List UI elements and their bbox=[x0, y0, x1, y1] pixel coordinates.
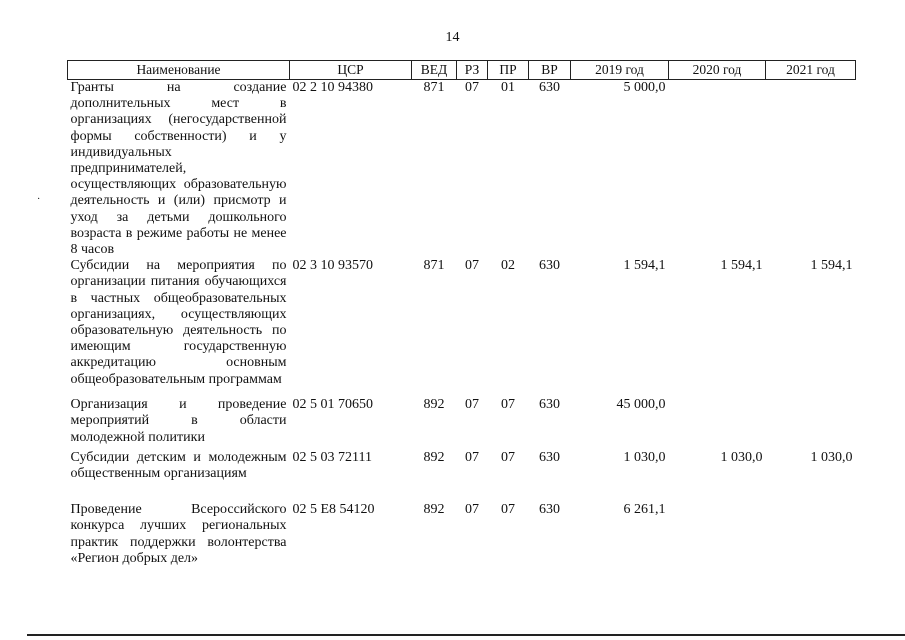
cell-name: Проведение Всероссийского конкурса лучших региональных практик поддержки волонтерства «Регион добрых дел» bbox=[70, 502, 287, 566]
cell-ved: 892 bbox=[423, 397, 445, 413]
header-pr: ПР bbox=[488, 61, 529, 80]
cell-2021 bbox=[766, 80, 856, 259]
scan-speck: · bbox=[37, 194, 41, 205]
cell-vr: 630 bbox=[539, 258, 560, 274]
table-row bbox=[68, 397, 856, 450]
header-2020: 2020 год bbox=[669, 61, 766, 80]
cell-rz: 07 bbox=[465, 450, 479, 466]
cell-vr: 630 bbox=[539, 502, 560, 518]
cell-name: Организация и проведение мероприятий в области молодежной политики bbox=[70, 397, 287, 445]
cell-name: Гранты на создание дополнительных мест в организациях (негосударственной формы собственности) и у индивидуальных предпринимателей, осуществляющих образовательную деятельность и (или) присмотр и уход за детьми дошкольного возраста в режиме работы не менее 8 часов bbox=[70, 80, 287, 258]
cell-vr: 630 bbox=[539, 80, 560, 95]
header-rz: РЗ bbox=[457, 61, 488, 80]
cell-2021: 1 594,1 bbox=[810, 258, 853, 274]
cell-2021 bbox=[766, 502, 856, 567]
cell-2019: 6 261,1 bbox=[623, 502, 666, 518]
cell-2019: 1 594,1 bbox=[623, 258, 666, 274]
cell-ved: 892 bbox=[423, 502, 445, 518]
cell-2021: 1 030,0 bbox=[810, 450, 853, 466]
table-header-row bbox=[68, 61, 856, 80]
cell-ved: 892 bbox=[423, 450, 445, 466]
cell-pr: 07 bbox=[501, 502, 515, 518]
header-ved: ВЕД bbox=[412, 61, 457, 80]
cell-rz: 07 bbox=[465, 502, 479, 518]
cell-csr: 02 2 10 94380 bbox=[292, 80, 373, 95]
cell-csr: 02 5 E8 54120 bbox=[292, 502, 375, 518]
cell-2020: 1 030,0 bbox=[720, 450, 763, 466]
cell-2020 bbox=[669, 80, 766, 259]
table-row bbox=[68, 450, 856, 502]
header-csr: ЦСР bbox=[290, 61, 412, 80]
header-2021: 2021 год bbox=[766, 61, 856, 80]
cell-csr: 02 3 10 93570 bbox=[292, 258, 373, 274]
page-number: 14 bbox=[445, 30, 460, 45]
cell-pr: 01 bbox=[501, 80, 515, 95]
cell-csr: 02 5 01 70650 bbox=[292, 397, 373, 413]
table-row bbox=[68, 258, 856, 397]
header-name: Наименование bbox=[68, 61, 290, 80]
cell-2019: 45 000,0 bbox=[616, 397, 666, 413]
cell-2019: 1 030,0 bbox=[623, 450, 666, 466]
cell-2021 bbox=[766, 397, 856, 450]
cell-csr: 02 5 03 72111 bbox=[292, 450, 372, 466]
cell-2020 bbox=[669, 397, 766, 450]
cell-2020: 1 594,1 bbox=[720, 258, 763, 274]
cell-vr: 630 bbox=[539, 450, 560, 466]
cell-pr: 07 bbox=[501, 397, 515, 413]
cell-ved: 871 bbox=[423, 258, 445, 274]
cell-rz: 07 bbox=[465, 397, 479, 413]
cell-2019: 5 000,0 bbox=[623, 80, 666, 95]
header-vr: ВР bbox=[529, 61, 571, 80]
cell-2020 bbox=[669, 502, 766, 567]
cell-ved: 871 bbox=[423, 80, 445, 95]
cell-pr: 02 bbox=[501, 258, 515, 274]
cell-name: Субсидии детским и молодежным общественным организациям bbox=[70, 450, 287, 482]
page-bottom-border bbox=[27, 634, 905, 636]
cell-rz: 07 bbox=[465, 80, 479, 95]
table-row bbox=[68, 80, 856, 259]
budget-table bbox=[67, 60, 856, 567]
header-2019: 2019 год bbox=[571, 61, 669, 80]
cell-rz: 07 bbox=[465, 258, 479, 274]
cell-vr: 630 bbox=[539, 397, 560, 413]
cell-pr: 07 bbox=[501, 450, 515, 466]
cell-name: Субсидии на мероприятия по организации питания обучающихся в частных общеобразовательных организациях, осуществляющих образовательную деятельность по имеющим государственную аккредитацию основным общеобразовательным программам bbox=[70, 258, 287, 387]
table-row bbox=[68, 502, 856, 567]
